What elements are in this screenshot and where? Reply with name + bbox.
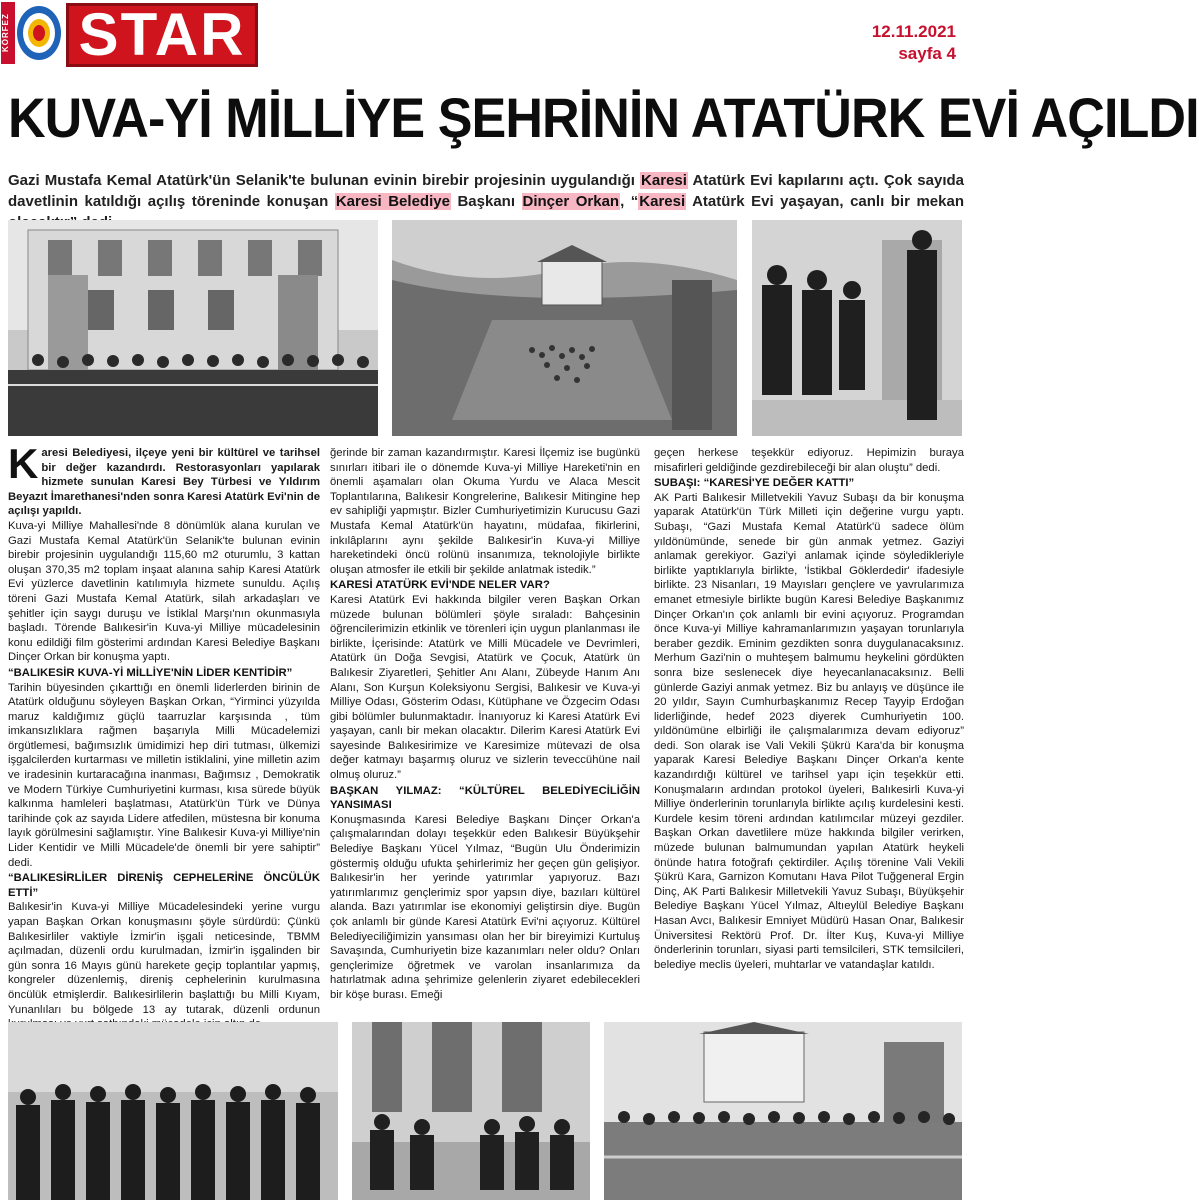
masthead [0, 0, 970, 72]
article-paragraph: Karesi Atatürk Evi hakkında bilgiler veren Başkan Orkan müzede bulunan bölümleri şöyle sıraladı: Bahçesinin öğrencilerimizin etkinlik ve törenleri için uygun planlanması ile birlikte, İçerisinde: Atatürk ve Milli Mücadele ve Devrimleri, Atatürk ün Doğa Sevgisi, Atatürk ve Çocuk, Atatürk ün Balıkesir Ziyaretleri, Şehitler Anı Alanı, Zübeyde Hanım Anı Alanı, Son Kurşun Koleksiyonu Sergisi, Balıkesir ve Kuva-yi Milliye Odası, Gösterim Odası, Kütüphane ve Özgecim Odası gibi bölümler bulunmaktadır. İnanıyoruz ki Karesi Atatürk Evi yaşayan, canlı bir mekan olacaktır. Dilerim Karesi Atatürk Evi sayesinde Balıkesirimize ve Karesimize mütevazi de olsa değer katmayı başarmış oluruz ve sizlerin teveccühüne nail olmuş oluruz.” [330, 593, 640, 782]
section-subhead: “BALIKESİR KUVA-Yİ MİLLİYE'NİN LİDER KENTİDİR” [8, 666, 293, 679]
photo-reading-room [352, 1022, 590, 1200]
lead-text: Atatürk Evi yaşayan, canlı bir mekan [692, 193, 964, 210]
headline: KUVA-Yİ MİLLİYE ŞEHRİNİN ATATÜRK EVİ AÇILDI [8, 86, 1199, 149]
lead-highlight: Dinçer Orkan [522, 193, 620, 210]
article-paragraph: Balıkesir'in Kuva-yi Milliye Mücadelesindeki yerine vurgu yapan Başkan Orkan konuşmasını şöyle sürdürdü: Çünkü Balıkesirliler vaktiyle İzmir'in işgali neticesinde, TBMM açılmadan, düzenli ordu kurulmadan, İzmir'in işgalinden bir gün sonra 16 Mayıs günü harekete geçip toplantılar yapmış, kongreler düzenlemiş, direniş cephelerinin kurulmasına öncülük etmişlerdir. Balıkesirlilerin başlattığı bu Milli Kıyam, Yunanlıları bu bölgede 13 ay tutarak, düzenli ordunun [8, 901, 320, 1016]
article-paragraph: Tarihin büyesinden çıkarttığı en önemli liderlerden birinin de Atatürk olduğunu söyleyen Başkan Orkan, “Yirminci yüzyılda maruz kaldığımız güçlü taarruzlar karşısında , tüm imkansızlıklara rağmen başarıyla Milli Mücadelemizi örgütlemesi, bağımsızlık ümidimizi hep diri tutması, ülkemizi işgalcilerden kurtarması ve milletin istiklalini, yine milletin azim ve iradesinin kurtaracağına inanması, Bağımsız , Demokratik ve Modern Türkiye Cumhuriyetini kurması, kısa sürede büyük kalkınma hamleleri başlatması, Atatürk'ün Türk ve Dünya tarihinde çok az sayıda Lidere atfedilen, müstesna bir konuma layık görülmesini sağlamıştır. Yine Balıkesir Kuva-yi Milliye'nin Lider Kentidir ve Milli Mücadele'de önemli bir yere sahiptir” dedi. [8, 681, 320, 869]
photo-museum-interior [752, 220, 962, 436]
article-paragraph: ğerinde bir zaman kazandırmıştır. Karesi İlçemiz ise bugünkü sınırları itibari ile o dönemde Kuva-yi Milliye Hareketi'nin en önemli aşamaları olan Okuma Yurdu ve Alaca Mescit Toplantılarına, Balıkesir Kongrelerine, Balıkesir Mitingine hep ev sahipliği yapmıştır. Bizler Cumhuriyetimizin Kurucusu Gazi Mustafa Kemal Atatürk'ün hayatını, müdafaa, fikirlerini, inkılâplarını aynı şekilde Balıkesir'in Kuva-yi Milliye hareketindeki öncü rolünü insanımıza, teknolojiyle birlikte oluşan atmosfer ile etkili bir şekilde anlatmak istedik.” [330, 447, 640, 576]
drop-cap: K [8, 440, 39, 487]
article-paragraph: AK Parti Balıkesir Milletvekili Yavuz Subaşı da bir konuşma yaparak Atatürk'ün Türk Milleti için değerine vurgu yaptı. Subaşı, “Gazi Mustafa Kemal Atatürk'ü sadece ölüm yıldönümünde, senede bir gün anmak yetmez. Gaziyi anlamak gerekiyor. Gazi'yi anlamak içinde söyledikleriyle birlikte yaptıklarıyla birlikte, 'İstikbal Göklerdedir' ifadesiyle birlikte. 23 Nisanları, 19 Mayısları gençlere ve yavrularımıza emanet etmesiyle birlikte bugün Karesi Belediye Başkanımız Dinçer Orkan'ın çok anlamlı bir evini açıyoruz. Programdan önce Kuva-yi Milliye kahramanlarımızın yaşayan torunlarıyla beraber gezdik. Eminim gezdikten sonra duygulanacaksınız. Merhum Gazi'nin o muhteşem balmumu heykelini gördükten sonra bize seslenecek diye heyecanlanacaksınız. Belli günlerde Gaziyi anmak yetmez. Biz bu anlayış ve düşünce ile 20 yıldır, Sayın Cumhurbaşkanımız Recep Tayyip Erdoğan liderliğinde, hedef 2023 diyerek Cumhuriyetin 100. yıldönümüne elbirliği ile çalışmalarımıza devam ediyoruz” dedi. Son olarak ise Vali Vekili Şükrü Kara'da bir konuşma yaparak Karesi Belediye Başkanı Dinçer Orkan'a kente kazandırdığı kültürel ve tarihsel yapı için teşekkür etti. Konuşmaların ardından protokol üyeleri, Balıkesirli Kuva-yi Milliye önderlerinin torunlarıyla birlikte açılış kurdelesini kesti. Kurdele kesim töreni ardından katılımcılar müzeyi gezdiler. Başkan Orkan davetlilere müze hakkında bilgiler verirken, müzede bulunan balmumundan yapılan Atatürk heykeli önünde hatıra fotoğrafı çektirdiler. Açılış törenine Vali Vekili Şükrü Kara, Garnizon Komutanı Hava Pilot Tuğgeneral Ergin Dinç, AK Parti Balıkesir Milletvekili Yavuz Subaşı, Büyükşehir Belediye Başkanı Yücel Yılmaz, Altıeylül Belediye Başkanı Hasan Avcı, Balıkesir Emniyet Müdürü Hasan Onar, Balıkesir Üniversitesi Rektörü Prof. Dr. İlter Kuş, Kuva-yi Milliye önderlerinin torunları, siyasi parti temsilcileri, STK temsilcileri, belediye meclis üyeleri, muhtarlar ve vatandaşlar katıldı. [654, 491, 964, 971]
section-subhead: SUBAŞI: “KARESİ'YE DEĞER KATTI” [654, 477, 855, 490]
article-column-2 [330, 446, 640, 1003]
photo-group-protocol [8, 1022, 338, 1200]
lead-highlight: Karesi [639, 193, 686, 210]
article-paragraph: Konuşmasında Karesi Belediye Başkanı Dinçer Orkan'a çalışmalarından dolayı teşekkür eden Balıkesir Büyükşehir Belediye Başkanı Yücel Yılmaz, “Bugün Ulu Önderimizin göstermiş olduğu ufukta şehirlerimiz her geçen gün gelişiyor. Balıkesir'in her yerinde yatırımlar yapıyoruz. Bazı yatırımlarımız gençlerimiz spor yapsın diye, bazıları kültürel alanda. Bazı yatırımlar ise ekonomiyi geliştirsin diye. Bugün çok anlamlı bir günde Karesi Atatürk Evi'ni açıyoruz. Kültürel Belediyeciliğimizin yansıması olan her bir bireyimizi Kurtuluş Savaşında, Cumhuriyetin bize kazanımları neler oldu? Onları gençlerimize öğretmek ve varolan insanlarımıza da hatırlatmak adına şehrimize gelenlerin ziyaret edebilecekleri bir köşe burası. Emeği [330, 813, 640, 1001]
lead-highlight: Karesi [641, 172, 687, 189]
brand-logo: STAR [66, 3, 258, 67]
photo-aerial-view [392, 220, 737, 436]
page-number: sayfa 4 [898, 44, 956, 63]
lead-highlight: Karesi Belediye [335, 193, 450, 210]
lead-text: , “ [620, 193, 639, 210]
logo-emblem-icon [16, 4, 62, 62]
korfez-label: KÖRFEZ [1, 2, 15, 64]
section-subhead: KARESİ ATATÜRK EVİ'NDE NELER VAR? [330, 579, 550, 592]
lead-text: Atatürk Evi kapılarını açtı. Çok sayıda davetlinin katıldığı açılış töreninde konuşan [8, 172, 964, 210]
article-column-1 [8, 440, 320, 1032]
article-paragraph: Kuva-yi Milliye Mahallesi'nde 8 dönümlük alana kurulan ve Gazi Mustafa Kemal Atatürk'ün Selanik'te bulunan evinin birebir projesinin uygulandığı 115,60 m2 oturumlu, 3 kattan oluşan 370,35 m2 toplam inşaat alanına sahip Karesi Atatürk Evi yüzlerce davetlinin katılımıyla hizmete sunuldu. Açılış töreni Gazi Mustafa Kemal Atatürk, silah arkadaşları ve şehitler için saygı duruşu ve İstiklal Marşı'nın okunmasıyla başladı. Törende Balıkesir'in Kuva-yi Milliye mücadelesinin konu edildiği film gösterimi ardından Karesi Belediye Başkanı Dinçer Orkan bir konuşma yaptı. [8, 519, 320, 664]
lead-text: Gazi Mustafa Kemal Atatürk'ün Selanik'te bulunan evinin birebir projesinin uygulandığı [8, 172, 641, 189]
section-subhead: “BALIKESİRLİLER DİRENİŞ CEPHELERİNE ÖNCÜLÜK ETTİ” [8, 872, 320, 899]
article-paragraph: geçen herkese teşekkür ediyoruz. Hepimizin buraya misafirleri geldiğinde gezdirebileceği bir alan oluştu” dedi. [654, 447, 964, 474]
issue-date: 12.11.2021 [871, 22, 956, 41]
photo-ribbon-cutting [8, 220, 378, 436]
photo-crowd-outside [604, 1022, 962, 1200]
lead-text: Başkanı [450, 193, 522, 210]
article-column-3 [654, 446, 964, 972]
section-subhead: BAŞKAN YILMAZ: “KÜLTÜREL BELEDİYECİLİĞİN YANSIMASI [330, 784, 640, 812]
article-intro: aresi Belediyesi, ilçeye yeni bir kültürel ve tarihsel bir değer kazandırdı. Restorasyonları yapılarak hizmete sunulan Karesi Bey Türbesi ve Yıldırım Beyazıt İmarethanesi'nden sonra Karesi Atatürk Evi'nin de açılışı yapıldı. [8, 447, 320, 518]
